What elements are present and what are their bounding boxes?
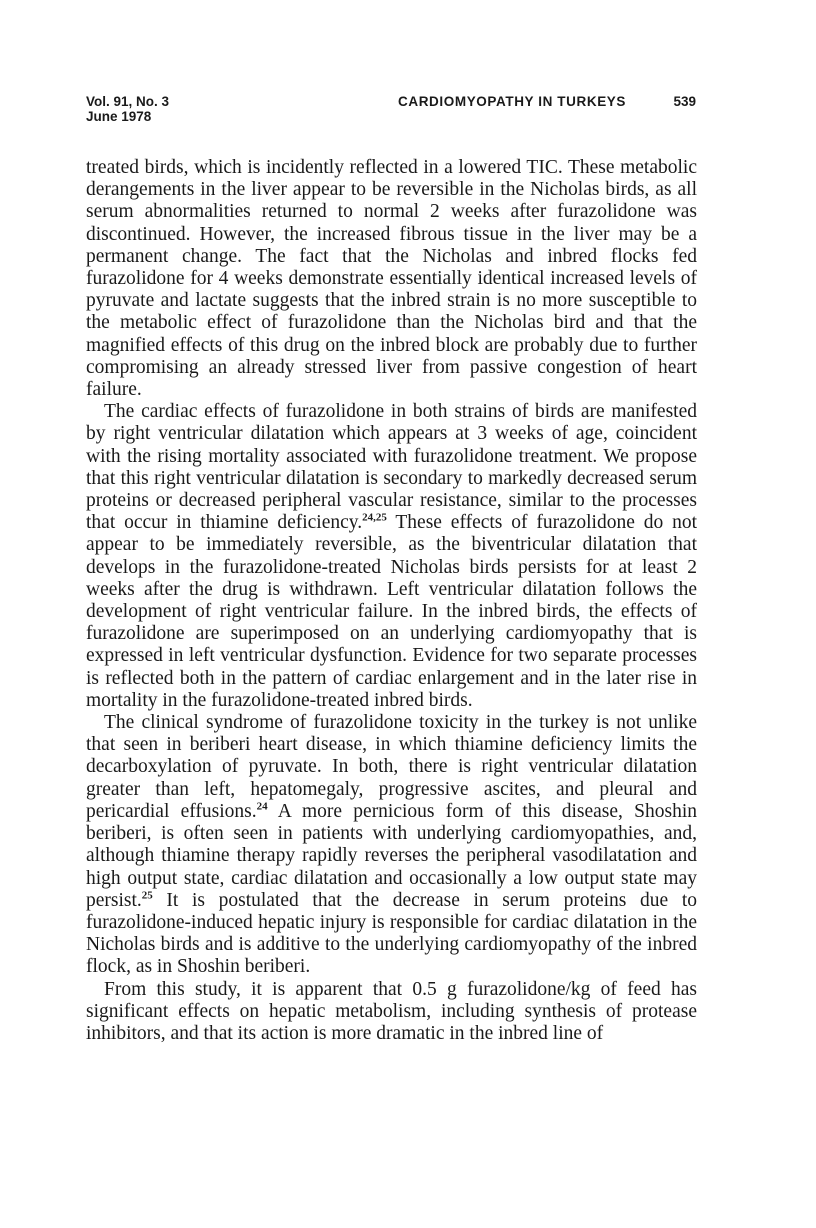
- citation-reference: 24,25: [362, 511, 387, 524]
- paragraph-text: treated birds, which is incidently reflected in a lowered TIC. These metabolic derangements in the liver appear to be reversible in the Nicholas birds, as all serum abnormalities returned to normal 2 weeks after furazolidone was discontinued. However, the increased fibrous tissue in the liver may be a permanent change. The fact that the Nicholas and inbred flocks fed furazolidone for 4 weeks demonstrate essentially identical increased levels of pyruvate and lactate suggests that the inbred strain is no more susceptible to the metabolic effect of furazolidone than the Nicholas bird and that the magnified effects of this drug on the inbred block are probably due to further compromising an already stressed liver from passive congestion of heart failure.: [86, 157, 697, 401]
- citation-reference: 24: [256, 800, 268, 813]
- paragraph-3: [86, 712, 697, 978]
- running-title: CARDIOMYOPATHY IN TURKEYS: [398, 94, 627, 109]
- paragraph-text: The cardiac effects of furazolidone in both strains of birds are manifested by right ventricular dilatation which appears at 3 weeks of age, coincident with the rising mortality associated with furazolidone treatment. We propose that this right ventricular dilatation is secondary to markedly decreased serum proteins or decreased peripheral vascular resistance, similar to the processes that occur in thiamine deficiency.: [86, 401, 697, 534]
- issue-date: June 1978: [86, 109, 152, 124]
- paragraph-text: It is postulated that the decrease in serum proteins due to furazolidone-induced hepatic injury is responsible for cardiac dilatation in the Nicholas birds and is additive to the underlying cardiomyopathy of the inbred flock, as in Shoshin beriberi.: [86, 889, 697, 978]
- paragraph-4: [86, 979, 697, 1046]
- paragraph-text: These effects of furazolidone do not appear to be immediately reversible, as the biventricular dilatation that develops in the furazolidone-treated Nicholas birds persists for at least 2 weeks after the drug is withdrawn. Left ventricular dilatation follows the development of right ventricular failure. In the inbred birds, the effects of furazolidone are superimposed on an underlying cardiomyopathy that is expressed in left ventricular dysfunction. Evidence for two separate processes is reflected both in the pattern of cardiac enlargement and in the later rise in mortality in the furazolidone-treated inbred birds.: [86, 512, 697, 711]
- journal-info: [86, 94, 169, 124]
- paragraph-2: [86, 401, 697, 712]
- volume-issue: Vol. 91, No. 3: [86, 94, 170, 109]
- paragraph-text: The clinical syndrome of furazolidone toxicity in the turkey is not unlike that seen in beriberi heart disease, in which thiamine deficiency limits the decarboxylation of pyruvate. In both, there is right ventricular dilatation greater than left, hepatomegaly, progressive ascites, and pleural and pericardial effusions.: [86, 712, 697, 822]
- paragraph-text: From this study, it is apparent that 0.5 g furazolidone/kg of feed has significant effects on hepatic metabolism, including synthesis of protease inhibitors, and that its action is more dramatic in the inbred line of: [86, 978, 697, 1044]
- page-number: 539: [673, 94, 696, 109]
- paragraph-1: [86, 157, 697, 401]
- paragraph-text: A more pernicious form of this disease, Shoshin beriberi, is often seen in patients with underlying cardiomyopathies, and, although thiamine therapy rapidly reverses the peripheral vasodilatation and high output state, cardiac dilatation and occasionally a low output state may persist.: [86, 800, 697, 911]
- article-body: [86, 157, 697, 1045]
- citation-reference: 25: [141, 889, 153, 902]
